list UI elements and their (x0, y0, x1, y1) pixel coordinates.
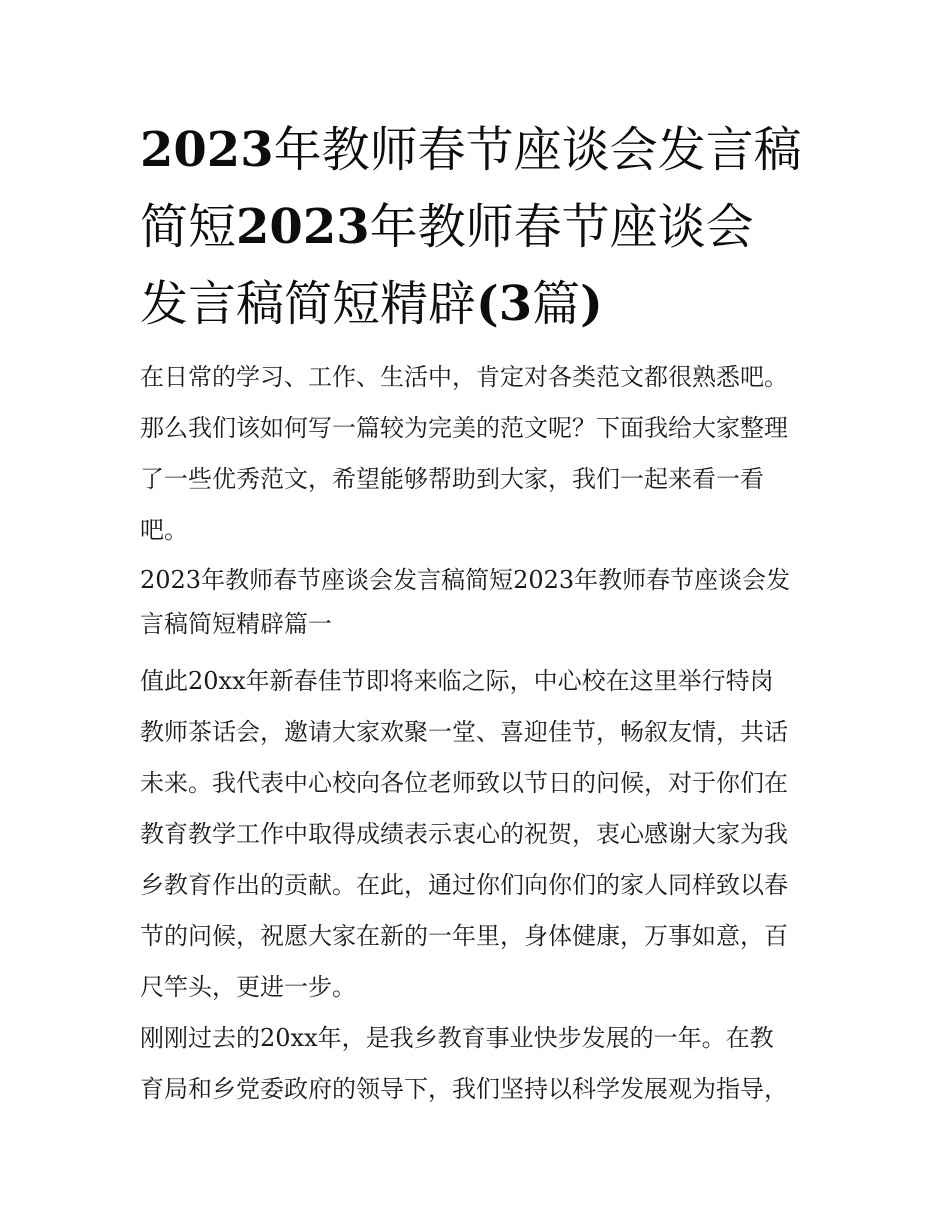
title-text: 年教师春节座谈会 (369, 199, 754, 255)
text-line: 节的问候，祝愿大家在新的一年里，身体健康，万事如意，百 (140, 922, 788, 950)
title-text: 篇 (532, 276, 581, 332)
text-line: 教师茶话会，邀请大家欢聚一堂、喜迎佳节，畅叙友情，共话 (140, 718, 788, 746)
text-line: 那么我们该如何写一篇较为完美的范文呢？下面我给大家整理 (140, 414, 788, 442)
text-line: 吧。 (140, 516, 188, 544)
text-line: 育局和乡党委政府的领导下，我们坚持以科学发展观为指导， (140, 1075, 788, 1103)
title-year: 2023 (236, 199, 370, 255)
title-line-1 (140, 112, 820, 189)
text-line: 了一些优秀范文，希望能够帮助到大家，我们一起来看一看 (140, 465, 764, 493)
text-line: 在日常的学习、工作、生活中，肯定对各类范文都很熟悉吧。 (140, 363, 788, 391)
section-heading (140, 558, 820, 646)
body-paragraph-1 (140, 656, 820, 1013)
title-year: 2023 (140, 122, 274, 178)
text-line: 乡教育作出的贡献。在此，通过你们向你们的家人同样致以春 (140, 871, 788, 899)
text-line: 尺竿头，更进一步。 (140, 973, 356, 1001)
text-line: 刚刚过去的20xx年，是我乡教育事业快步发展的一年。在教 (140, 1024, 774, 1052)
text-line: 未来。我代表中心校向各位老师致以节日的问候，对于你们在 (140, 769, 788, 797)
title-count-open: (3 (476, 276, 533, 332)
text-line: 2023年教师春节座谈会发言稿简短2023年教师春节座谈会发 (140, 566, 791, 594)
title-line-2 (140, 189, 820, 266)
document-title (140, 112, 820, 343)
title-text: 发言稿简短精辟 (140, 276, 477, 332)
title-line-3 (140, 266, 820, 343)
title-text: 简短 (140, 199, 237, 255)
text-line: 值此20xx年新春佳节即将来临之际，中心校在这里举行特岗 (140, 667, 774, 695)
title-count-close: ) (580, 276, 603, 332)
text-line: 教育教学工作中取得成绩表示衷心的祝贺，衷心感谢大家为我 (140, 820, 788, 848)
title-text: 年教师春节座谈会发言稿 (273, 122, 802, 178)
text-line: 言稿简短精辟篇一 (140, 610, 332, 638)
body-paragraph-2 (140, 1013, 820, 1115)
intro-paragraph (140, 352, 820, 556)
